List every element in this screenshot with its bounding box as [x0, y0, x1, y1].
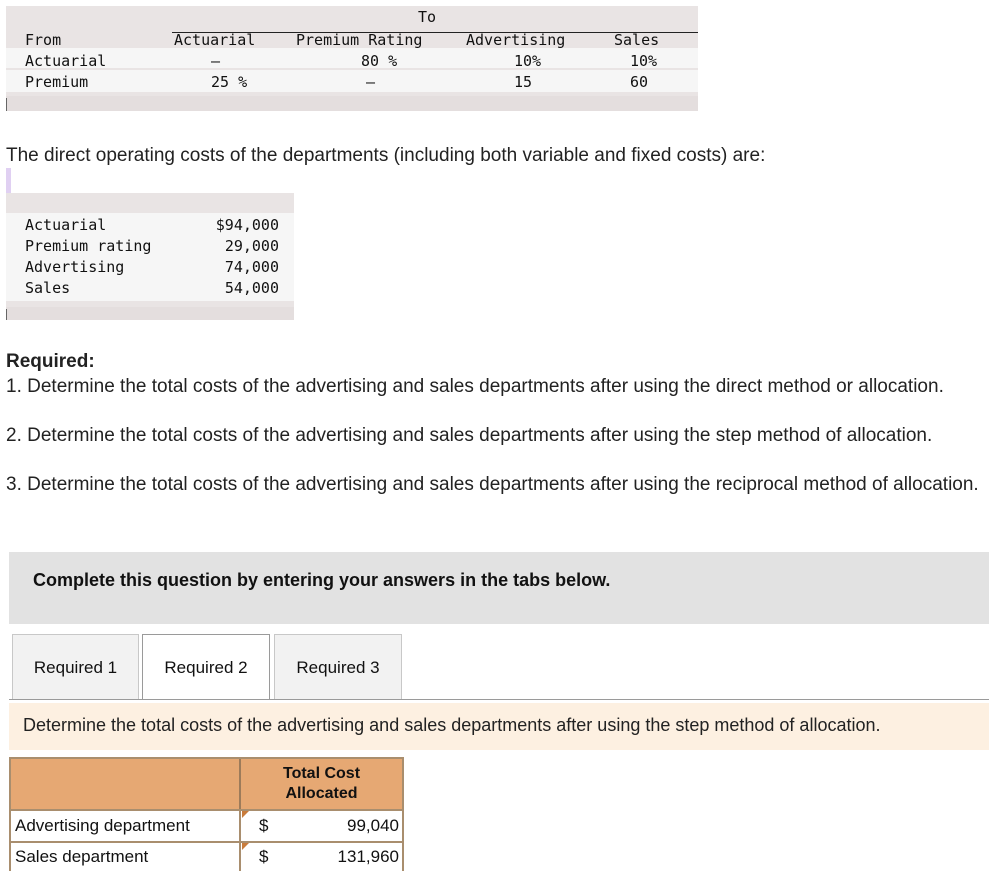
tab-required-1[interactable]: Required 1	[12, 634, 139, 700]
table-footer-tick	[6, 309, 7, 320]
cost-label-sales: Sales	[25, 279, 71, 297]
cost-value-sales: 54,000	[224, 279, 279, 297]
cost-label-premium-rating: Premium rating	[25, 237, 152, 255]
required-item-2: 2. Determine the total costs of the advertising and sales departments after using the step method of allocation.	[6, 425, 933, 446]
table-row	[11, 843, 402, 871]
instruction-banner	[9, 552, 989, 624]
header-line-2: Allocated	[285, 785, 358, 802]
cost-value-advertising: 74,000	[224, 258, 279, 276]
advertising-total-input[interactable]: 99,040	[347, 816, 399, 835]
header-premium-rating: Premium Rating	[296, 31, 423, 49]
allocation-table	[6, 6, 698, 111]
cell-actuarial-premium: 80 %	[361, 52, 398, 70]
text-cursor-marker	[6, 168, 11, 193]
row-label-premium: Premium	[25, 73, 89, 91]
header-line-1: Total Cost	[282, 765, 361, 782]
prompt-text: Determine the total costs of the advertising and sales departments after using the step method of allocation.	[23, 715, 881, 735]
row-label-actuarial: Actuarial	[25, 52, 107, 70]
answer-table	[9, 757, 404, 871]
column-separator	[239, 843, 241, 871]
cell-premium-premium: —	[366, 73, 376, 91]
tab-required-2[interactable]: Required 2	[142, 634, 270, 700]
intro-text: The direct operating costs of the departments (including both variable and fixed costs) are:	[6, 145, 766, 166]
header-actuarial: Actuarial	[174, 31, 256, 49]
cell-premium-advertising: 15	[514, 73, 533, 91]
cell-actuarial-advertising: 10%	[514, 52, 542, 70]
cost-value-actuarial: $94,000	[215, 216, 279, 234]
currency-symbol: $	[259, 847, 269, 866]
row-label-advertising: Advertising department	[15, 816, 190, 835]
input-flag-icon	[242, 843, 249, 850]
row-label-sales: Sales department	[15, 847, 149, 866]
cost-label-actuarial: Actuarial	[25, 216, 107, 234]
column-separator	[239, 811, 241, 841]
required-heading: Required:	[6, 351, 95, 372]
question-prompt	[9, 703, 989, 750]
header-advertising: Advertising	[466, 31, 566, 49]
table-row	[11, 811, 402, 841]
to-header: To	[418, 8, 437, 26]
required-item-3: 3. Determine the total costs of the advertising and sales departments after using the reciprocal method of allocation.	[6, 474, 979, 495]
cell-premium-actuarial: 25 %	[211, 73, 248, 91]
header-from: From	[25, 31, 62, 49]
cost-value-premium-rating: 29,000	[224, 237, 279, 255]
cell-premium-sales: 60	[630, 73, 649, 91]
required-item-1: 1. Determine the total costs of the advertising and sales departments after using the direct method or allocation.	[6, 376, 944, 397]
table-row-background	[6, 70, 698, 92]
table-row-background	[6, 48, 698, 68]
input-flag-icon	[242, 811, 249, 818]
cell-actuarial-actuarial: —	[211, 52, 221, 70]
cost-label-advertising: Advertising	[25, 258, 125, 276]
table-footer-bar	[6, 96, 698, 111]
sales-total-input[interactable]: 131,960	[337, 847, 399, 866]
header-total-cost-allocated	[241, 764, 402, 804]
tab-required-3[interactable]: Required 3	[274, 634, 402, 700]
tab-underline	[9, 699, 989, 700]
direct-costs-table	[6, 193, 294, 320]
banner-text: Complete this question by entering your answers in the tabs below.	[33, 570, 611, 590]
currency-symbol: $	[259, 816, 269, 835]
header-sales: Sales	[614, 31, 660, 49]
table-footer-tick	[6, 98, 7, 111]
cell-actuarial-sales: 10%	[630, 52, 658, 70]
table-footer-bar	[6, 307, 294, 320]
